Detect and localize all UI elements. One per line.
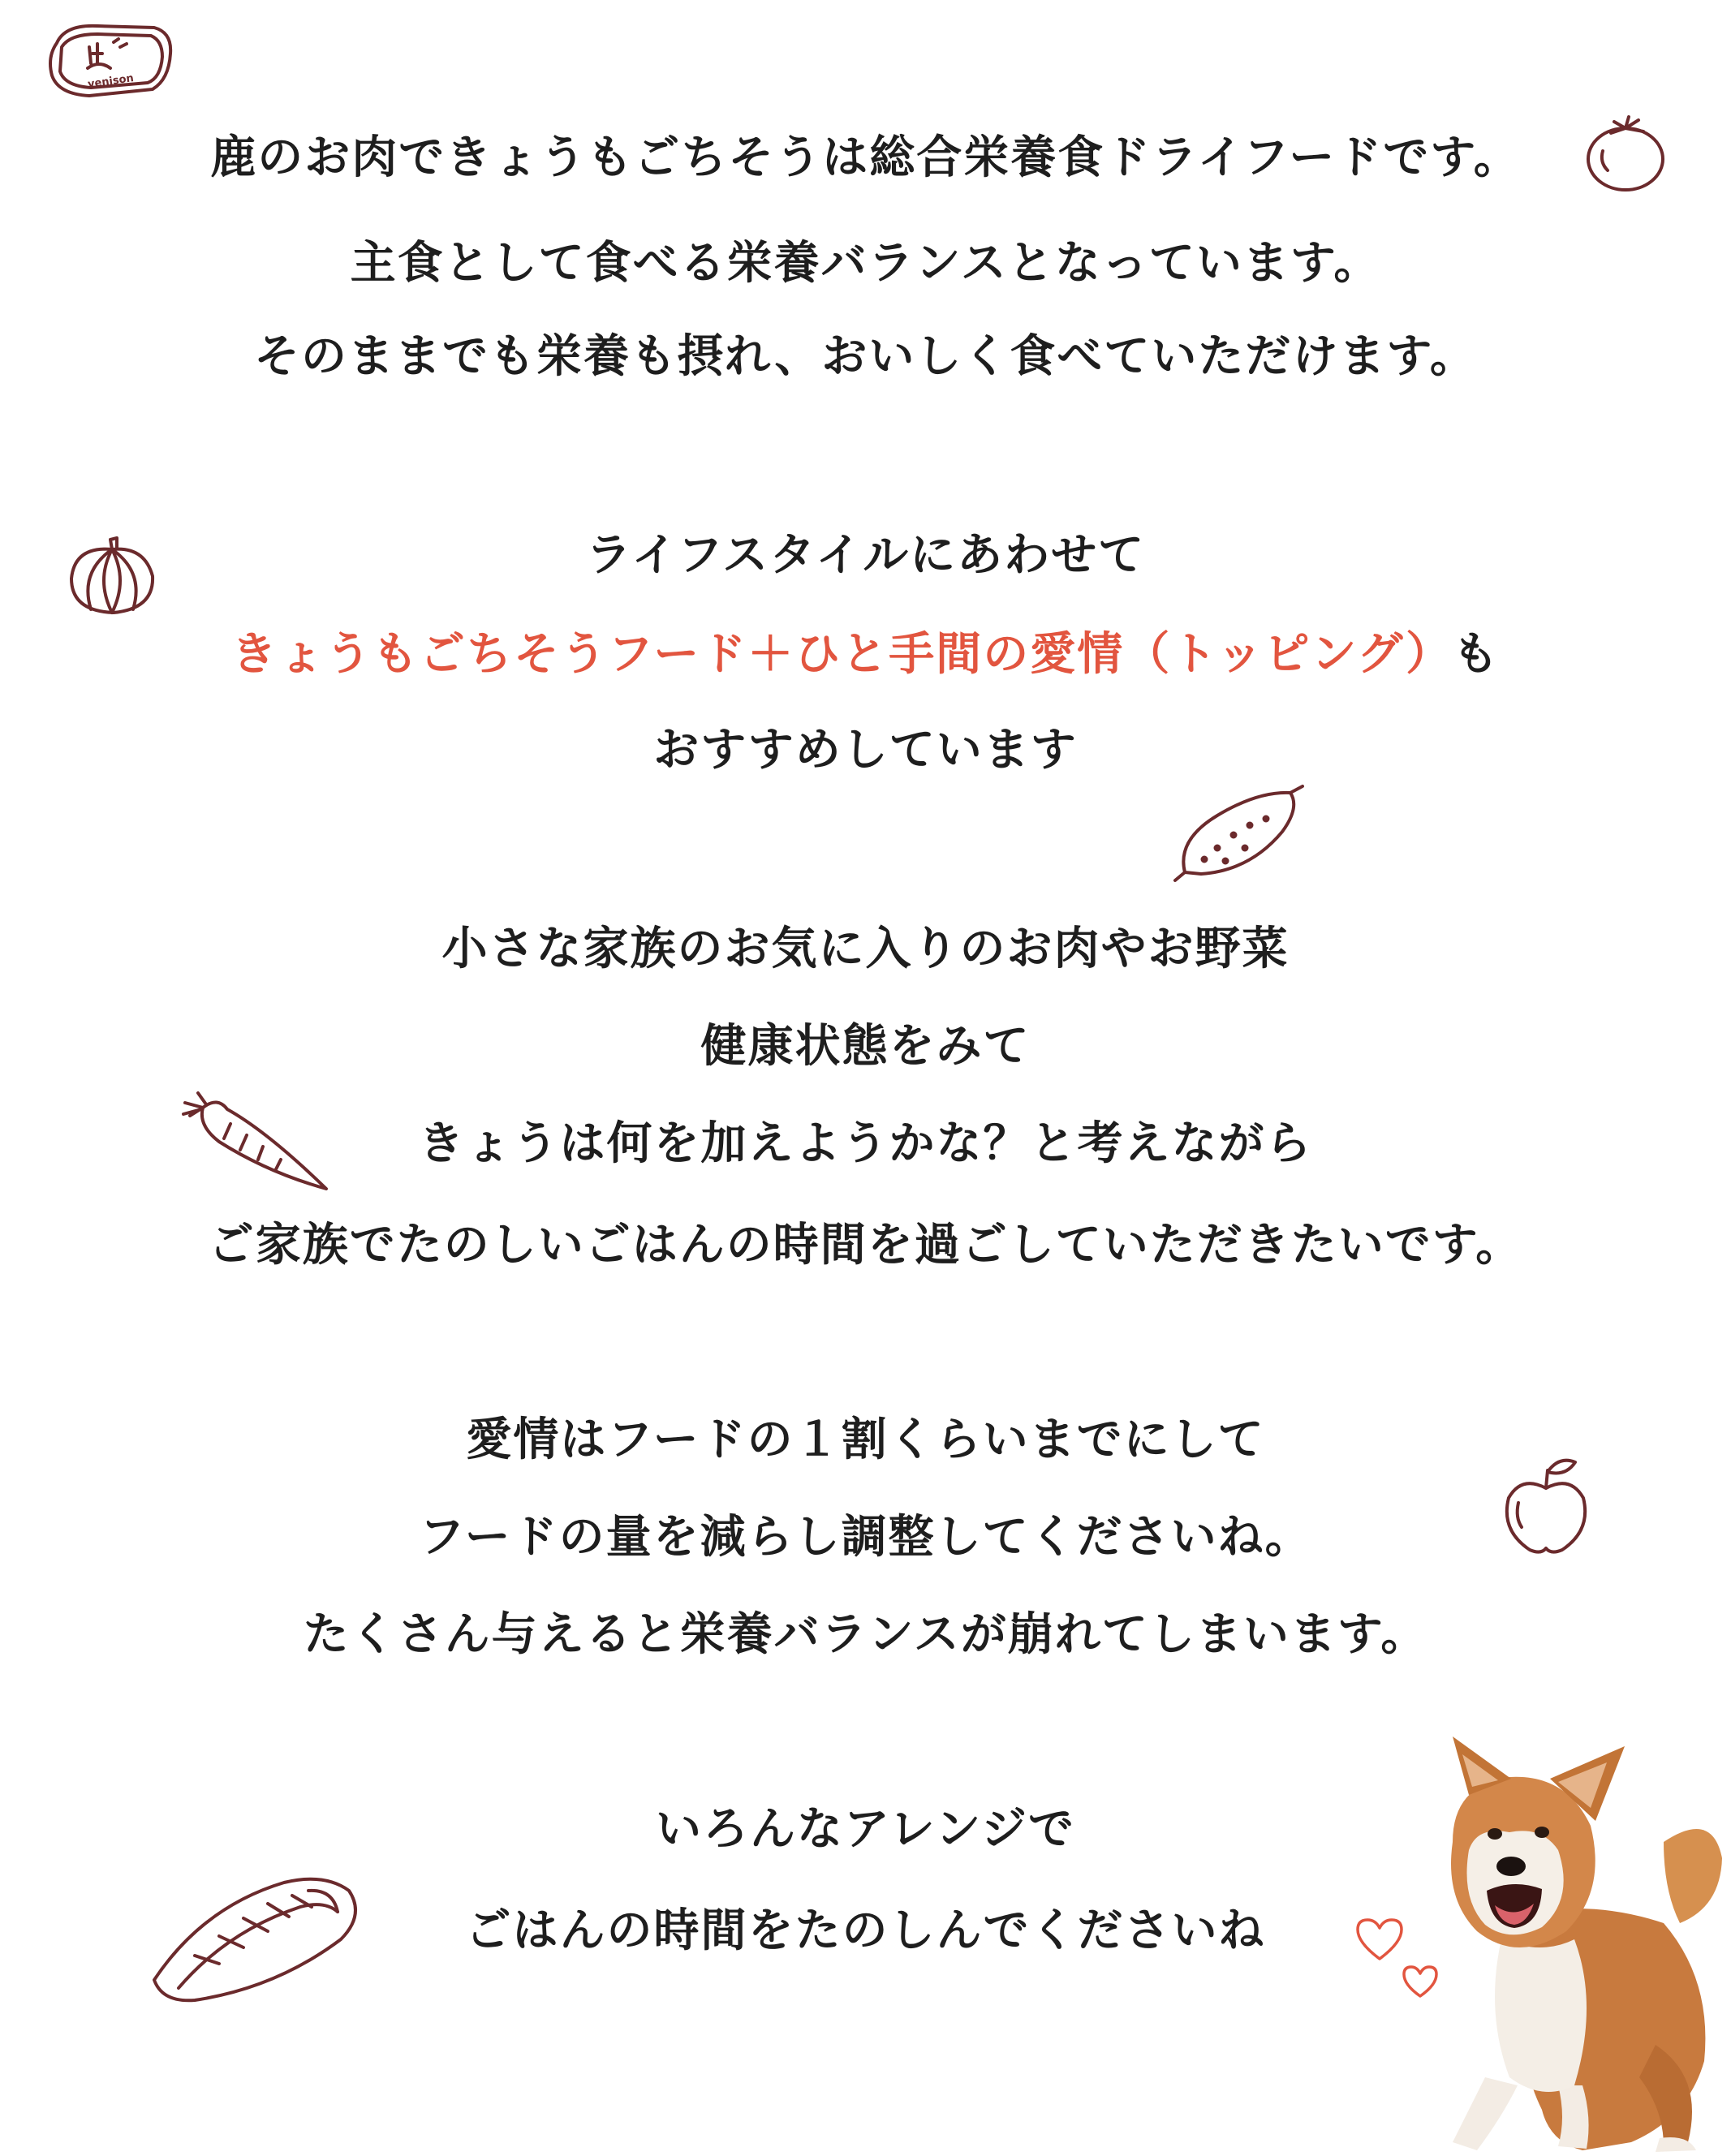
tomato-icon xyxy=(1578,114,1676,195)
shiba-dog-photo xyxy=(1420,1736,1729,2156)
lifestyle-line-1: ライフスタイルにあわせて xyxy=(585,529,1146,582)
lifestyle-line-2 xyxy=(0,618,1731,683)
family-line-4: ご家族でたのしいごはんの時間を過ごしていただきたいです。 xyxy=(208,1219,1523,1272)
intro-line-3: そのままでも栄養も摂れ、おいしく食べていただけます。 xyxy=(254,330,1477,383)
lifestyle-line-3: おすすめしています xyxy=(653,724,1078,777)
amount-line-3: たくさん与えると栄養バランスが崩れてしまいます。 xyxy=(303,1608,1428,1661)
venison-meat-icon xyxy=(41,15,179,104)
arrange-line-1: いろんなアレンジで xyxy=(656,1803,1075,1856)
carrot-icon xyxy=(179,1091,333,1197)
amount-line-2: フードの量を減らし調整してくださいね。 xyxy=(419,1511,1312,1564)
topping-highlight-text: きょうもごちそうフード＋ひと手間の愛情（トッピング） xyxy=(230,628,1453,681)
apple-icon xyxy=(1497,1452,1595,1558)
venison-label: venison xyxy=(87,72,135,91)
family-line-1: 小さな家族のお気に入りのお肉やお野菜 xyxy=(441,923,1290,975)
intro-line-1: 鹿のお肉できょうもごちそうは総合栄養食ドライフードです。 xyxy=(210,131,1521,184)
salmon-fillet-icon xyxy=(146,1866,381,2004)
lifestyle-line-2-suffix: も xyxy=(1453,628,1501,681)
pumpkin-icon xyxy=(63,531,161,621)
family-line-2: 健康状態をみて xyxy=(700,1020,1031,1073)
sweet-potato-icon xyxy=(1169,783,1307,889)
amount-line-1: 愛情はフードの１割くらいまでにして xyxy=(466,1414,1265,1466)
intro-line-2: 主食として食べる栄養バランスとなっています。 xyxy=(350,237,1381,290)
family-line-3: きょうは何を加えようかな？と考えながら xyxy=(418,1117,1313,1170)
arrange-line-2: ごはんの時間をたのしんでくださいね xyxy=(465,1904,1266,1957)
heart-icon xyxy=(1351,1915,1408,1964)
